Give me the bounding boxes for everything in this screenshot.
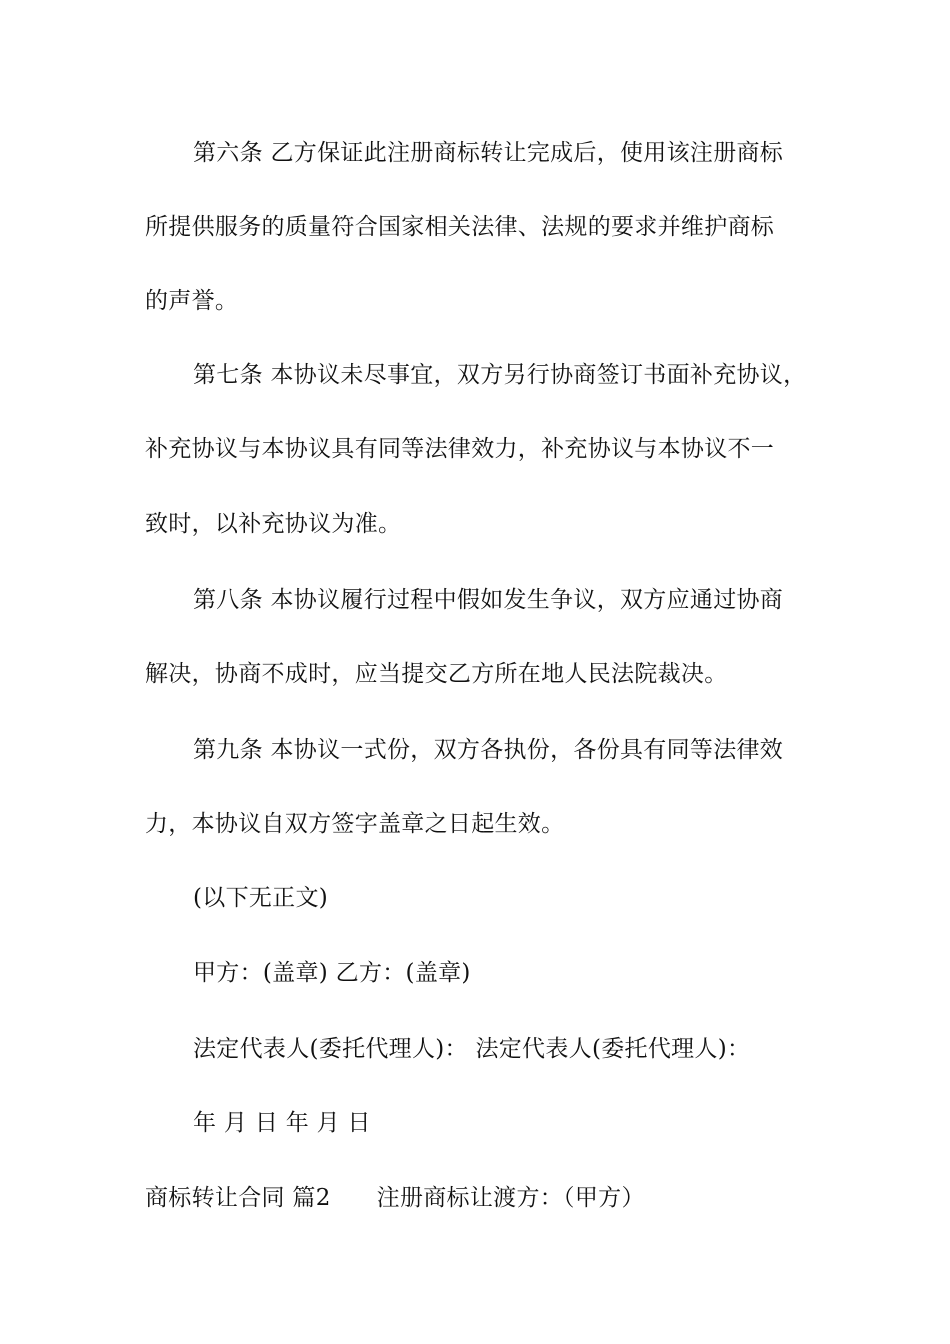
article-8-line-2: 解决，协商不成时，应当提交乙方所在地人民法院裁决。 [145,661,728,687]
article-8-line-1: 第八条 本协议履行过程中假如发生争议，双方应通过协商 [193,587,784,613]
article-7-line-1: 第七条 本协议未尽事宜，双方另行协商签订书面补充协议， [193,362,807,388]
article-6-line-3: 的声誉。 [145,288,239,314]
article-6-line-1: 第六条 乙方保证此注册商标转让完成后，使用该注册商标 [193,140,784,166]
next-contract-title: 商标转让合同 篇2 [145,1185,331,1211]
article-7-line-3: 致时，以补充协议为准。 [145,511,402,537]
footer-line [145,1183,645,1213]
article-9-line-1: 第九条 本协议一式份，双方各执份，各份具有同等法律效 [193,737,784,763]
no-body-text-note: (以下无正文) [193,885,329,911]
legal-representative-line: 法定代表人(委托代理人)： 法定代表人(委托代理人)： [193,1036,751,1062]
transferor-label: 注册商标让渡方：（甲方） [376,1185,645,1211]
party-seal-line: 甲方：(盖章) 乙方：(盖章) [193,960,471,986]
article-9-line-2: 力，本协议自双方签字盖章之日起生效。 [145,811,565,837]
article-7-line-2: 补充协议与本协议具有同等法律效力，补充协议与本协议不一 [145,436,775,462]
article-6-line-2: 所提供服务的质量符合国家相关法律、法规的要求并维护商标 [145,214,775,240]
date-line: 年 月 日 年 月 日 [193,1110,371,1136]
